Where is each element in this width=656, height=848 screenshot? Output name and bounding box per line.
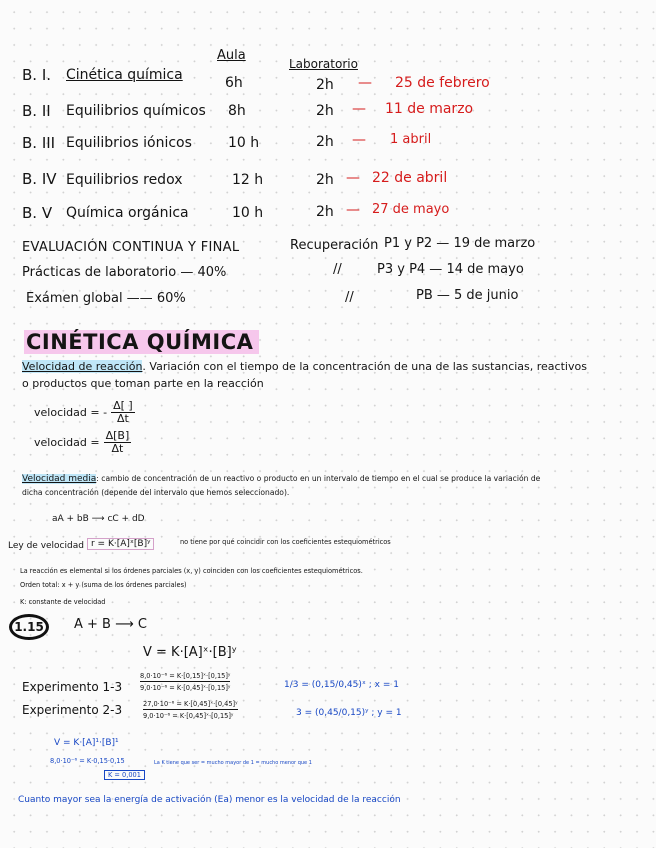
velocity-numerator: Δ[ ] [113, 399, 133, 412]
recuperacion-1: P1 y P2 — 19 de marzo [384, 236, 536, 251]
block-lab-date: 22 de abril [372, 170, 448, 186]
rate-law-text: r = K·[A]ˣ[B]ʸ [91, 539, 151, 549]
block-lab-date: 11 de marzo [385, 101, 474, 117]
k-calculation: 8,0·10⁻⁶ = K·0,15·0,15 [50, 757, 125, 765]
block-lab-hours: 2h [316, 103, 334, 119]
block-code: B. II [22, 102, 51, 120]
rate-law-label: Ley de velocidad [8, 541, 84, 551]
velocity-label: velocidad = - [34, 406, 108, 420]
mean-velocity-text: : cambio de concentración de un reactivo o producto en un intervalo de tiempo en el cual se produce la variación de [96, 474, 541, 483]
block-lab-hours: 2h [316, 134, 334, 150]
evaluation-title: EVALUACIÓN CONTINUA Y FINAL [22, 240, 240, 255]
recuperacion-3: PB — 5 de junio [416, 288, 519, 303]
k-result: K = 0,001 [108, 771, 141, 779]
experiment-1-3-ratio [140, 672, 230, 692]
exercise-number-badge [9, 614, 49, 640]
block-lab-hours: 2h [316, 77, 334, 93]
definition-line-2: o productos que toman parte en la reacción [22, 377, 264, 390]
total-order-note: Orden total: x + y (suma de los órdenes parciales) [20, 581, 187, 589]
block-lab-date: 25 de febrero [395, 75, 490, 91]
block-aula-hours: 10 h [232, 205, 264, 221]
dash: — [358, 75, 372, 91]
mean-velocity-line-2: dicha concentración (depende del intervalo que hemos seleccionado). [22, 488, 290, 497]
k-note: La K tiene que ser = mucho mayor de 1 = mucho menor que 1 [154, 760, 312, 766]
block-lab-date: 1 abril [390, 132, 432, 147]
block-code: B. I. [22, 66, 52, 84]
block-name: Cinética química [66, 67, 183, 83]
ratio-numerator: 27,0·10⁻⁶ = K·[0,45]ˣ·[0,45]ʸ [143, 700, 238, 708]
exercise-number: 1.15 [14, 620, 44, 634]
ratio-value: 3 [296, 708, 302, 718]
mean-velocity-term: Velocidad media [22, 474, 97, 484]
block-aula-hours: 12 h [232, 172, 264, 188]
block-name: Química orgánica [66, 205, 189, 221]
block-name: Equilibrios químicos [66, 103, 206, 119]
experiment-2-3-label: Experimento 2-3 [22, 703, 123, 717]
ratio-value: 1/3 [284, 680, 299, 690]
general-reaction: aA + bB ⟶ cC + dD [52, 514, 145, 524]
ratio-denominator: 9,0·10⁻⁶ = K·[0,45]ˣ·[0,15]ʸ [143, 712, 234, 720]
velocity-label: velocidad = [34, 436, 100, 450]
block-lab-hours: 2h [316, 204, 334, 220]
elemental-note: La reacción es elemental si los órdenes parciales (x, y) coinciden con los coeficientes estequiométricos. [20, 567, 363, 575]
block-lab-hours: 2h [316, 172, 334, 188]
final-rate-law: V = K·[A]¹·[B]¹ [54, 738, 119, 748]
practicas-weight: Prácticas de laboratorio — 40% [22, 265, 227, 280]
experiment-2-3-result [296, 708, 402, 718]
examen-weight: Exámen global —— 60% [26, 291, 186, 306]
exercise-rate-law: V = K·[A]ˣ·[B]ʸ [143, 645, 237, 660]
recuperacion-label: Recuperación [290, 238, 379, 253]
ratio-denominator: 9,0·10⁻⁶ = K·[0,45]ˣ·[0,15]ʸ [140, 684, 231, 692]
velocity-denominator: Δt [111, 442, 124, 456]
definition-text: . Variación con el tiempo de la concentración de una de las sustancias, reactivos [142, 360, 587, 373]
definition-term: Velocidad de reacción [22, 360, 143, 373]
block-aula-hours: 6h [225, 75, 243, 91]
k-result-box [104, 770, 145, 780]
section-title [24, 330, 259, 354]
section-title-text: CINÉTICA QUÍMICA [24, 330, 259, 354]
dash: — [346, 170, 360, 186]
experiment-2-3-ratio [143, 700, 238, 720]
dash: — [346, 202, 360, 218]
block-name: Equilibrios iónicos [66, 135, 192, 151]
experiment-1-3-result [284, 680, 399, 690]
mean-velocity-line-1 [22, 474, 540, 484]
definition-line-1 [22, 360, 587, 373]
block-aula-hours: 10 h [228, 135, 260, 151]
dash: — [352, 101, 366, 117]
lab-column-header: Laboratorio [289, 57, 358, 71]
rate-constant-note: K: constante de velocidad [20, 598, 106, 606]
aula-column-header: Aula [217, 48, 246, 63]
block-code: B. V [22, 204, 53, 222]
exercise-reaction: A + B ⟶ C [74, 617, 147, 632]
ditto-mark: // [333, 262, 342, 277]
ditto-mark: // [345, 290, 354, 305]
order-result: = (0,45/0,15)ʸ ; y = 1 [304, 708, 402, 718]
velocity-numerator: Δ[B] [105, 429, 130, 442]
block-name: Equilibrios redox [66, 172, 183, 188]
order-result: = (0,15/0,45)ˣ ; x = 1 [301, 680, 399, 690]
velocity-denominator: Δt [116, 412, 129, 426]
experiment-1-3-label: Experimento 1-3 [22, 680, 123, 694]
rate-law-note: no tiene por qué coincidir con los coeficientes estequiométricos [180, 538, 391, 546]
rate-law-formula [87, 538, 154, 550]
block-code: B. III [22, 134, 56, 152]
velocity-formula-2 [34, 430, 131, 455]
ratio-numerator: 8,0·10⁻⁶ = K·[0,15]ˣ·[0,15]ʸ [140, 672, 231, 680]
block-lab-date: 27 de mayo [372, 202, 450, 217]
block-aula-hours: 8h [228, 103, 246, 119]
velocity-formula-1 [34, 400, 135, 425]
block-code: B. IV [22, 170, 57, 188]
recuperacion-2: P3 y P4 — 14 de mayo [377, 262, 524, 277]
dash: — [352, 132, 366, 148]
activation-energy-note: Cuanto mayor sea la energía de activación (Ea) menor es la velocidad de la reacción [18, 795, 401, 805]
